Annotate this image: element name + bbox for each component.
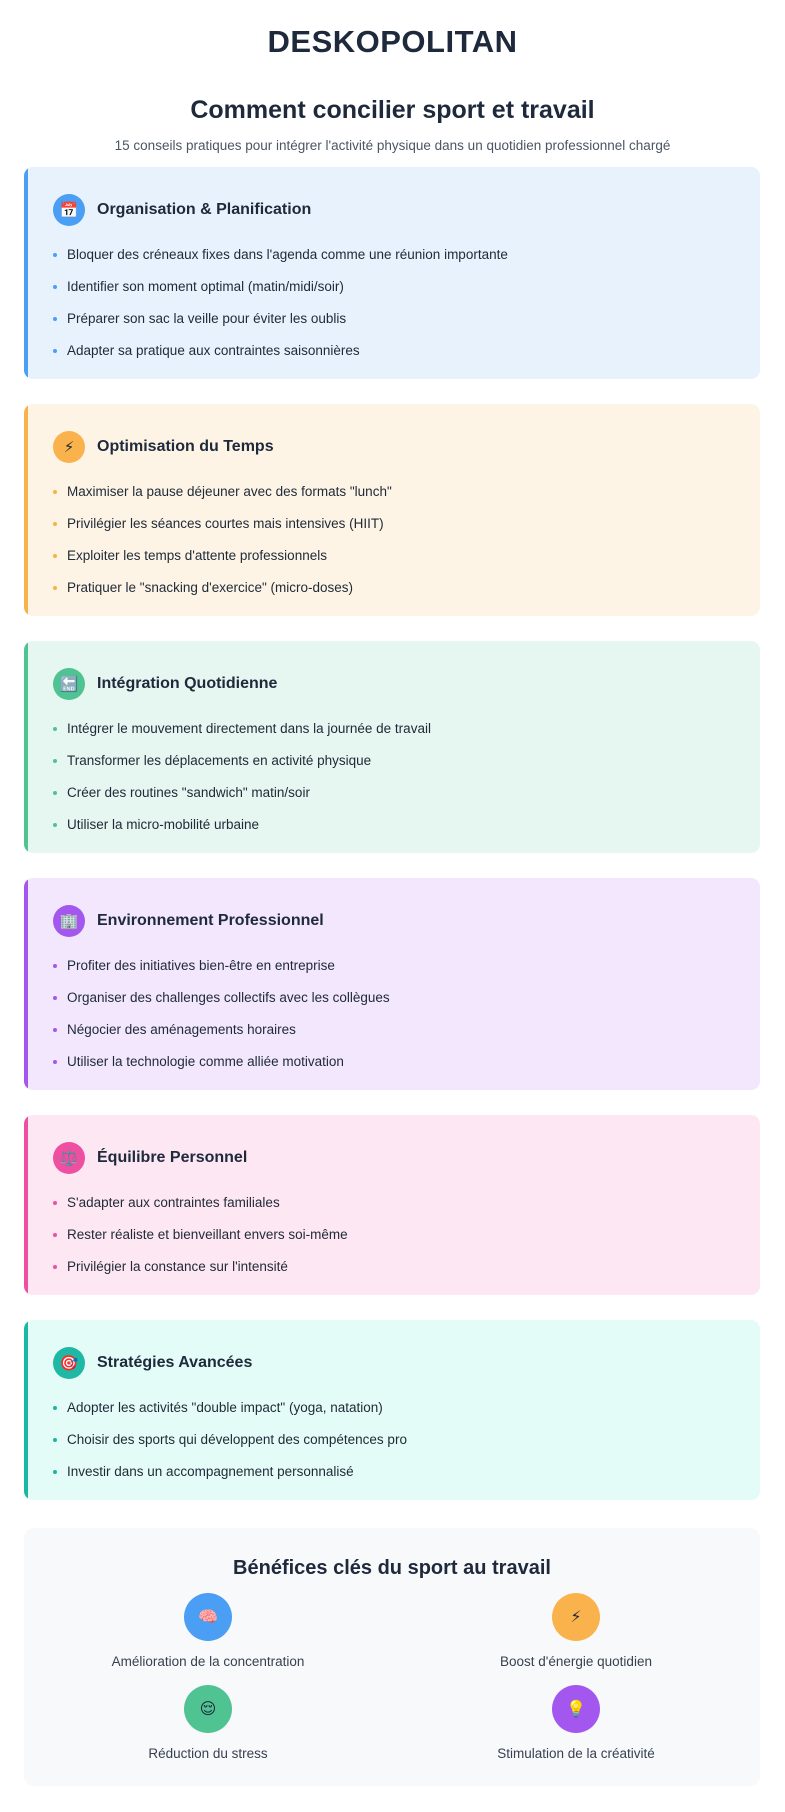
tip-text: Utiliser la technologie comme alliée motivation: [67, 1054, 344, 1069]
list-item: [53, 271, 760, 303]
list-item: [53, 239, 760, 271]
list-item: [53, 777, 760, 809]
bullet-dot: [53, 1201, 57, 1205]
bullet-dot: [53, 1233, 57, 1237]
balance-icon: ⚖️: [53, 1142, 85, 1174]
list-item: [53, 713, 760, 745]
benefit-item: [392, 1685, 760, 1763]
tip-text: Transformer les déplacements en activité physique: [67, 753, 372, 768]
section-header: [53, 191, 760, 229]
bullet-dot: [53, 823, 57, 827]
bullet-dot: [53, 727, 57, 731]
bullet-dot: [53, 1028, 57, 1032]
list-item: [53, 508, 760, 540]
tip-text: Profiter des initiatives bien-être en entreprise: [67, 958, 335, 973]
bullet-dot: [53, 586, 57, 590]
list-item: [53, 572, 760, 604]
benefit-label: Boost d'énergie quotidien: [500, 1654, 652, 1669]
list-item: [53, 1046, 760, 1078]
bullet-dot: [53, 285, 57, 289]
list-item: [53, 1392, 760, 1424]
bullet-dot: [53, 554, 57, 558]
tips-sections: [24, 167, 760, 1525]
list-item: [53, 1456, 760, 1488]
brand-logo: DESKOPOLITAN: [267, 24, 518, 59]
section-title: Organisation & Planification: [97, 201, 312, 218]
list-item: [53, 540, 760, 572]
bullet-dot: [53, 1438, 57, 1442]
tip-text: Investir dans un accompagnement personnalisé: [67, 1464, 354, 1479]
tip-text: Utiliser la micro-mobilité urbaine: [67, 817, 260, 832]
tip-text: Choisir des sports qui développent des compétences pro: [67, 1432, 407, 1447]
bullet-dot: [53, 996, 57, 1000]
benefits-grid: [24, 1593, 760, 1763]
tip-text: Privilégier la constance sur l'intensité: [67, 1259, 288, 1274]
tip-text: Bloquer des créneaux fixes dans l'agenda comme une réunion importante: [67, 247, 508, 262]
tip-text: Rester réaliste et bienveillant envers soi-même: [67, 1227, 348, 1242]
tip-text: Adopter les activités "double impact" (yoga, natation): [67, 1400, 383, 1415]
list-item: [53, 1219, 760, 1251]
tip-text: Négocier des aménagements horaires: [67, 1022, 296, 1037]
list-item: [53, 1014, 760, 1046]
tip-text: Intégrer le mouvement directement dans la journée de travail: [67, 721, 431, 736]
list-item: [53, 1251, 760, 1283]
tips-list: [53, 950, 760, 1086]
bullet-dot: [53, 349, 57, 353]
list-item: [53, 745, 760, 777]
bullet-dot: [53, 522, 57, 526]
benefit-item: [392, 1593, 760, 1671]
benefits-title: Bénéfices clés du sport au travail: [233, 1557, 551, 1579]
bullet-dot: [53, 1060, 57, 1064]
bullet-dot: [53, 490, 57, 494]
tip-text: Adapter sa pratique aux contraintes saisonnières: [67, 343, 360, 358]
bullet-dot: [53, 317, 57, 321]
section-title: Environnement Professionnel: [97, 912, 324, 929]
section-header: [53, 665, 760, 703]
tips-list: [53, 239, 760, 375]
tip-text: Pratiquer le "snacking d'exercice" (micro-doses): [67, 580, 354, 595]
relieved-face-icon: 😌: [184, 1685, 232, 1733]
bullet-dot: [53, 964, 57, 968]
tip-text: Maximiser la pause déjeuner avec des formats "lunch": [67, 484, 392, 499]
tip-text: Identifier son moment optimal (matin/midi/soir): [67, 279, 344, 294]
list-item: [53, 950, 760, 982]
target-icon: 🎯: [53, 1347, 85, 1379]
section-header: [53, 1139, 760, 1177]
benefit-label: Amélioration de la concentration: [111, 1654, 305, 1669]
tip-text: Exploiter les temps d'attente professionnels: [67, 548, 327, 563]
lightning-icon: ⚡: [552, 1593, 600, 1641]
section-header: [53, 1344, 760, 1382]
section-title: Stratégies Avancées: [97, 1354, 253, 1371]
benefit-label: Stimulation de la créativité: [497, 1746, 655, 1761]
benefit-item: [24, 1593, 392, 1671]
section-title: Intégration Quotidienne: [97, 675, 278, 692]
bullet-dot: [53, 253, 57, 257]
tips-list: [53, 1187, 760, 1291]
tip-text: Préparer son sac la veille pour éviter les oublis: [67, 311, 347, 326]
tips-list: [53, 713, 760, 849]
tips-list: [53, 476, 760, 612]
bullet-dot: [53, 1265, 57, 1269]
bullet-dot: [53, 759, 57, 763]
section-organisation: [24, 167, 760, 379]
brain-icon: 🧠: [184, 1593, 232, 1641]
list-item: [53, 303, 760, 335]
bullet-dot: [53, 1406, 57, 1410]
section-optimisation: [24, 404, 760, 616]
page-subtitle: 15 conseils pratiques pour intégrer l'activité physique dans un quotidien professionnel chargé: [114, 138, 671, 153]
section-environnement: [24, 878, 760, 1090]
section-header: [53, 902, 760, 940]
list-item: [53, 1187, 760, 1219]
tip-text: Privilégier les séances courtes mais intensives (HIIT): [67, 516, 384, 531]
section-strategies: [24, 1320, 760, 1500]
section-header: [53, 428, 760, 466]
tip-text: S'adapter aux contraintes familiales: [67, 1195, 280, 1210]
tip-text: Organiser des challenges collectifs avec les collègues: [67, 990, 390, 1005]
benefits-panel: [24, 1528, 760, 1786]
list-item: [53, 476, 760, 508]
arrow-end-icon: 🔚: [53, 668, 85, 700]
section-title: Optimisation du Temps: [97, 438, 274, 455]
lightning-icon: ⚡: [53, 431, 85, 463]
list-item: [53, 809, 760, 841]
page-title: Comment concilier sport et travail: [190, 96, 595, 124]
list-item: [53, 1424, 760, 1456]
section-title: Équilibre Personnel: [97, 1149, 248, 1166]
tip-text: Créer des routines "sandwich" matin/soir: [67, 785, 310, 800]
list-item: [53, 335, 760, 367]
section-equilibre: [24, 1115, 760, 1295]
lightbulb-icon: 💡: [552, 1685, 600, 1733]
office-building-icon: 🏢: [53, 905, 85, 937]
bullet-dot: [53, 791, 57, 795]
benefit-label: Réduction du stress: [148, 1746, 268, 1761]
bullet-dot: [53, 1470, 57, 1474]
tips-list: [53, 1392, 760, 1496]
benefit-item: [24, 1685, 392, 1763]
section-integration: [24, 641, 760, 853]
list-item: [53, 982, 760, 1014]
calendar-icon: 📅: [53, 194, 85, 226]
